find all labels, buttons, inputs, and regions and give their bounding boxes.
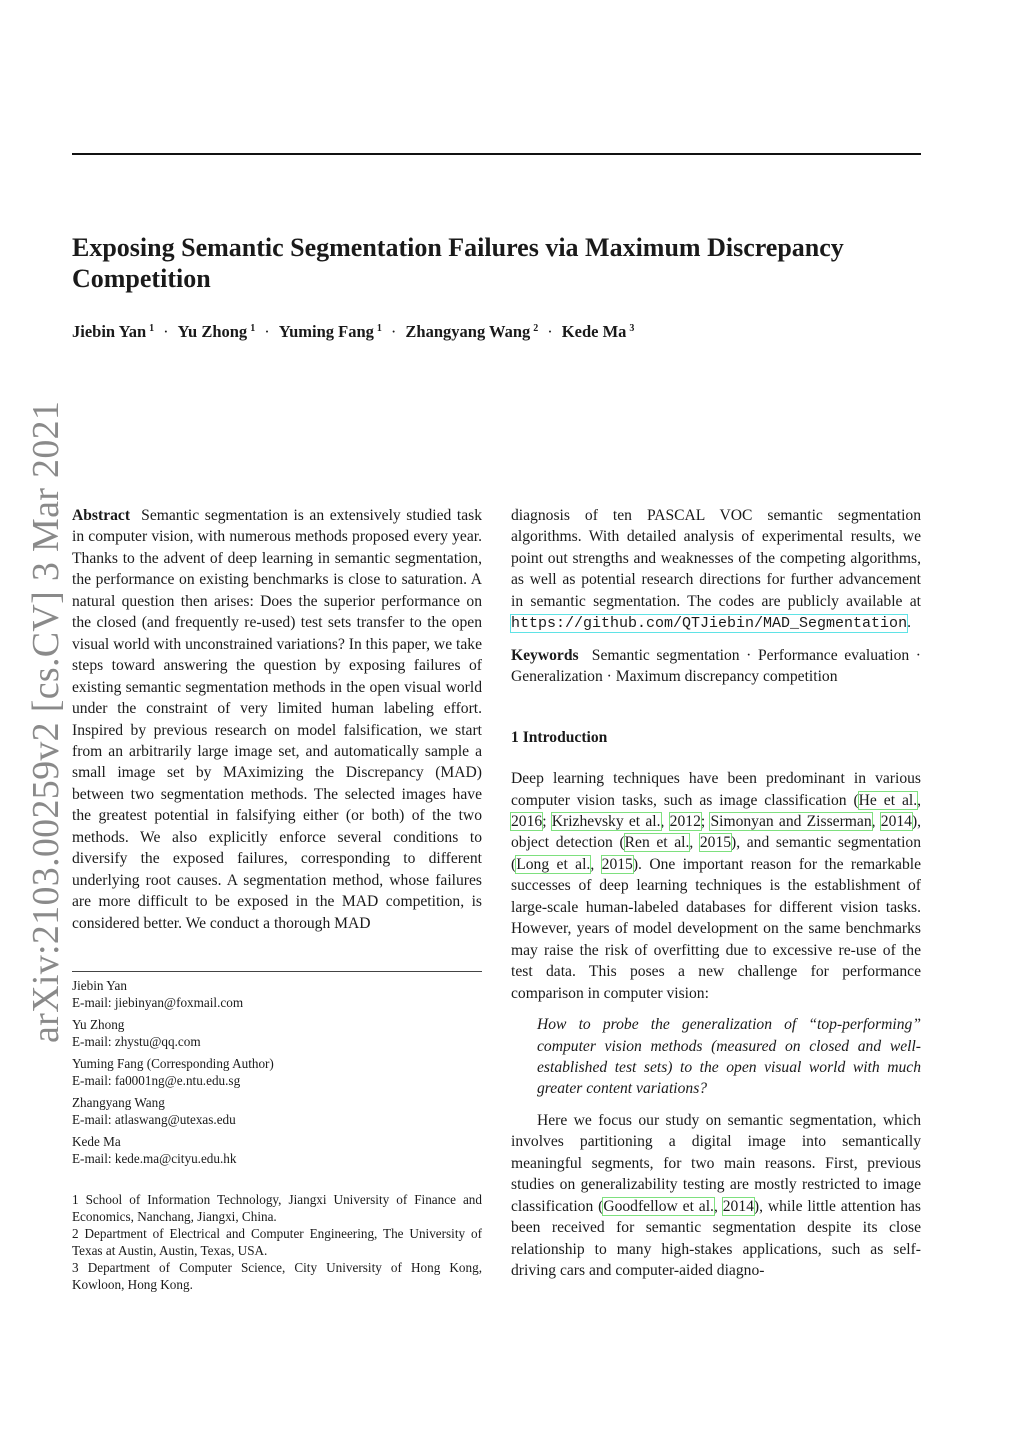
paper-title: Exposing Semantic Segmentation Failures via Maximum Discrepancy Competition [72,233,844,293]
contact-name: Yuming Fang (Corresponding Author) [72,1056,274,1071]
citation-link[interactable]: 2016 [511,812,543,830]
contact-email: E-mail: fa0001ng@e.ntu.edu.sg [72,1073,241,1088]
contact-name: Jiebin Yan [72,978,127,993]
contact-entry [72,1016,482,1050]
research-question: How to probe the generalization of “top-performing” computer vision methods (measured on closed and well-established test sets) to the open visual world with much greater content variations? [537,1016,921,1098]
left-column [72,505,482,934]
author: Zhangyang Wang $^2$ [405,322,539,341]
contact-email: E-mail: zhystu@qq.com [72,1034,201,1049]
affiliation: 3 Department of Computer Science, City University of Hong Kong, Kowloon, Hong Kong. [72,1260,482,1292]
keywords-text: Semantic segmentation · Performance evaluation · Generalization · Maximum discrepancy competition [511,646,921,686]
citation-link[interactable]: Simonyan and Zisserman [710,812,872,830]
section-heading-introduction: 1 Introduction [511,728,608,746]
citation-link[interactable]: He et al. [858,791,918,809]
author-separator: · [390,322,397,341]
citation-link[interactable]: 2015 [699,834,732,852]
citation-link[interactable]: 2014 [880,812,912,830]
abstract-label: Abstract [72,507,131,524]
citation-link[interactable]: 2015 [601,855,633,873]
author-list [72,322,921,342]
author: Yu Zhong $^1$ [177,322,256,341]
contact-email: E-mail: kede.ma@cityu.edu.hk [72,1151,237,1166]
right-column [511,505,921,1282]
affiliation: 1 School of Information Technology, Jiangxi University of Finance and Economics, Nanchang, Jiangxi, China. [72,1192,482,1224]
citation-link[interactable]: Long et al. [516,855,591,873]
author: Kede Ma $^3$ [561,322,635,341]
abstract-continued: diagnosis of ten PASCAL VOC semantic segmentation algorithms. With detailed analysis of experimental results, we point out strengths and weaknesses of the competing algorithms, as well as potential research directions for further advancement in semantic segmentation. The codes are publicly available at https://github.com/QTJiebin/MAD_Segmentation. [511,507,921,633]
contact-entry [72,1055,482,1089]
contact-name: Yu Zhong [72,1017,125,1032]
affiliation: 2 Department of Electrical and Computer Engineering, The University of Texas at Austin, Austin, Texas, USA. [72,1226,482,1258]
citation-link[interactable]: Krizhevsky et al. [551,812,661,830]
code-url-link[interactable]: https://github.com/QTJiebin/MAD_Segmentation [511,615,908,633]
contact-name: Zhangyang Wang [72,1095,165,1110]
contact-entry [72,977,482,1011]
author-separator: · [264,322,270,341]
arxiv-stamp: arXiv:2103.00259v2 [cs.CV] 3 Mar 2021 [25,400,67,1043]
footnote-rule [72,971,482,972]
author-separator: · [163,322,169,341]
author-separator: · [547,322,553,341]
contact-name: Kede Ma [72,1134,121,1149]
author: Jiebin Yan $^1$ [72,322,155,341]
abstract [72,505,482,934]
contact-entry [72,1094,482,1128]
intro-paragraph-1: Deep learning techniques have been predominant in various computer vision tasks, such as image classification (He et al., 2016; Krizhevsky et al., 2012; Simonyan and Zisserman, 2014), object detection (Ren et al., 2015), and semantic segmentation (Long et al., 2015). One important reason for the remarkable successes of deep learning techniques is the establishment of large-scale human-labeled databases for different vision tasks. However, years of model development on the same benchmarks may raise the risk of overfitting due to excessive re-use of the test data. This poses a new challenge for performance comparison in computer vision: [511,770,922,1002]
citation-link[interactable]: 2014 [722,1197,754,1215]
contact-email: E-mail: jiebinyan@foxmail.com [72,995,244,1010]
contact-list [72,977,482,1172]
top-rule [72,153,921,155]
citation-link[interactable]: 2012 [669,812,701,830]
citation-link[interactable]: Goodfellow et al. [603,1197,714,1215]
affiliation-list [72,1191,482,1293]
contact-entry [72,1133,482,1167]
keywords-label: Keywords [511,646,579,664]
keywords [511,645,921,688]
intro-paragraph-2: Here we focus our study on semantic segmentation, which involves partitioning a digital image into semantically meaningful segments, for two main reasons. First, previous studies on generalizability testing are mostly restricted to image classification (Goodfellow et al., 2014), while little attention has been received for semantic segmentation despite its close relationship to many high-stakes applications, such as self-driving cars and computer-aided diagno- [511,1111,922,1280]
abstract-text: Semantic segmentation is an extensively studied task in computer vision, with numerous methods proposed every year. Thanks to the advent of deep learning in semantic segmentation, the performance on existing benchmarks is close to saturation. A natural question then arises: Does the superior performance on the closed (and frequently re-used) test sets transfer to the open visual world with unconstrained variations? In this paper, we take steps toward answering the question by exposing failures of existing semantic segmentation methods in the open visual world under the constraint of very limited human labeling effort. Inspired by previous research on model falsification, we start from an arbitrarily large image set, and automatically sample a small image set by MAximizing the Discrepancy (MAD) between two segmentation methods. The selected images have the greatest potential in falsifying either (or both) of the two methods. We also explicitly enforce several conditions to diversify the exposed failures, corresponding to different underlying root causes. A segmentation method, whose failures are more difficult to be exposed in the MAD competition, is considered better. We conduct a thorough MAD [72,507,482,932]
author: Yuming Fang $^1$ [278,322,382,341]
citation-link[interactable]: Ren et al. [624,834,690,852]
contact-email: E-mail: atlaswang@utexas.edu [72,1112,236,1127]
